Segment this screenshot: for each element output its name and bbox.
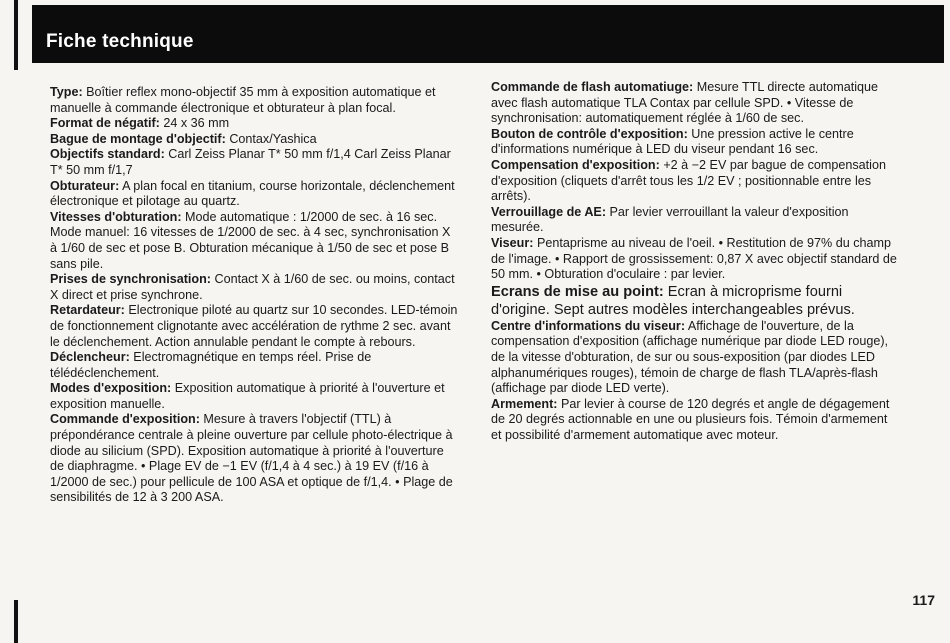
spec-label: Déclencheur: xyxy=(50,350,130,365)
spec-text: Par levier à course de 120 degrés et angle de dégagement de 20 degrés actionnable en une ou plusieurs fois. Témoin d'armement et possibilité d'armement automatique avec moteur. xyxy=(491,396,890,442)
page-number: 117 xyxy=(912,592,935,608)
spec-label: Ecrans de mise au point: xyxy=(491,283,664,300)
spec-label: Prises de synchronisation: xyxy=(50,272,211,287)
spec-text: Contax/Yashica xyxy=(225,131,317,146)
spec-entry-mount xyxy=(50,132,460,148)
spec-entry-viewfinder xyxy=(491,236,901,283)
spec-text: Electromagnétique en temps réel. Prise de télédéclenchement. xyxy=(50,350,372,380)
spec-entry-self-timer xyxy=(50,303,460,350)
spec-text: Contact X à 1/60 de sec. ou moins, contact X direct et prise synchrone. xyxy=(50,272,455,302)
header-bar xyxy=(32,5,944,63)
spec-text: 24 x 36 mm xyxy=(159,116,230,131)
spec-entry-exposure-modes xyxy=(50,381,460,412)
spec-label: Centre d'informations du viseur: xyxy=(491,318,686,333)
spec-text: Carl Zeiss Planar T* 50 mm f/1,4 Carl Zeiss Planar T* 50 mm f/1,7 xyxy=(50,147,451,177)
spec-entry-lenses xyxy=(50,147,460,178)
spec-entry-exposure-control xyxy=(50,412,460,506)
page-title: Fiche technique xyxy=(46,31,194,52)
spec-entry-flash-control xyxy=(491,80,901,127)
spec-entry-focusing-screens xyxy=(491,283,901,319)
spec-label: Objectifs standard: xyxy=(50,147,165,162)
spec-entry-shutter-speeds xyxy=(50,210,460,272)
spec-entry-format xyxy=(50,116,460,132)
spec-text: Exposition automatique à priorité à l'ouverture et exposition manuelle. xyxy=(50,381,445,411)
spec-text: Mesure à travers l'objectif (TTL) à prépondérance centrale à pleine ouverture par cellule photo-électrique à diode au silicium (SPD). Exposition automatique à priorité à l'ouverture de diaphragme. • Plage EV de −1 EV (f/1,4 à 4 sec.) à 19 EV (f/16 à 1/2000 de sec.) pour pellicule de 100 ASA et optique de f/1,4. • Plage de sensibilités de 12 à 3 200 ASA. xyxy=(50,412,453,505)
spec-label: Armement: xyxy=(491,396,558,411)
spec-text: Pentaprisme au niveau de l'oeil. • Restitution de 97% du champ de l'image. • Rapport de grossissement: 0,87 X avec objectif standard de 50 mm. • Obturation d'oculaire : par levier. xyxy=(491,235,897,282)
spec-text: Une pression active le centre d'informations numérique à LED du viseur pendant 16 sec. xyxy=(491,126,854,157)
spec-entry-viewfinder-info xyxy=(491,319,901,397)
spec-entry-ae-lock xyxy=(491,205,901,236)
spec-label: Viseur: xyxy=(491,235,534,250)
spec-label: Type: xyxy=(50,85,83,99)
spec-label: Bague de montage d'objectif: xyxy=(50,131,226,146)
spec-label: Vitesses d'obturation: xyxy=(50,209,182,224)
spec-label: Format de négatif: xyxy=(50,116,160,131)
spec-text: Electronique piloté au quartz sur 10 secondes. LED-témoin de fonctionnement clignotante avec accélération de rythme 2 sec. avant le déclenchement. Action annulable pendant le compte à rebours. xyxy=(50,303,458,349)
spec-entry-exposure-button xyxy=(491,127,901,158)
spec-entry-release xyxy=(50,350,460,381)
spec-label: Commande de flash automatiuge: xyxy=(491,80,694,94)
spec-entry-film-advance xyxy=(491,397,901,444)
binding-mark-bottom xyxy=(14,600,18,643)
spec-label: Retardateur: xyxy=(50,303,125,318)
spec-entry-shutter xyxy=(50,179,460,210)
spec-label: Modes d'exposition: xyxy=(50,381,172,396)
spec-text: Affichage de l'ouverture, de la compensation d'exposition (affichage numérique par diode LED rouge), de la vitesse d'obturation, de sur ou sous-exposition (par diodes LED alphanumériques rouges), témoin de charge de flash TLA/après-flash (affichage par diode LED verte). xyxy=(491,318,889,396)
spec-label: Verrouillage de AE: xyxy=(491,204,607,219)
right-column xyxy=(491,80,901,443)
spec-label: Commande d'exposition: xyxy=(50,412,200,427)
spec-text: Boîtier reflex mono-objectif 35 mm à exposition automatique et manuelle à commande électronique et obturateur à plan focal. xyxy=(50,85,436,115)
spec-label: Obturateur: xyxy=(50,178,120,193)
spec-text: Ecran à microprisme fourni d'origine. Sept autres modèles interchangeables prévus. xyxy=(491,283,855,318)
spec-label: Bouton de contrôle d'exposition: xyxy=(491,126,688,141)
spec-label: Compensation d'exposition: xyxy=(491,157,660,172)
spec-entry-sync xyxy=(50,272,460,303)
spec-entry-exposure-compensation xyxy=(491,158,901,205)
spec-text: +2 à −2 EV par bague de compensation d'exposition (cliquets d'arrêt tous les 1/2 EV ; positionnable entre les arrêts). xyxy=(491,157,886,204)
spec-text: A plan focal en titanium, course horizontale, déclenchement électronique et pilotage au quartz. xyxy=(50,178,455,209)
binding-mark-top xyxy=(14,0,18,70)
spec-entry-type xyxy=(50,85,460,116)
spec-text: Par levier verrouillant la valeur d'exposition mesurée. xyxy=(491,204,849,235)
left-column xyxy=(50,85,460,506)
spec-text: Mesure TTL directe automatique avec flash automatique TLA Contax par cellule SPD. • Vitesse de synchronisation: automatiquement réglée à 1/60 de sec. xyxy=(491,80,879,126)
spec-text: Mode automatique : 1/2000 de sec. à 16 sec. Mode manuel: 16 vitesses de 1/2000 de sec. à 4 sec, synchronisation X à 1/60 de sec et pose B. Obturation mécanique à 1/50 de sec et pose B sans pile. xyxy=(50,209,451,271)
